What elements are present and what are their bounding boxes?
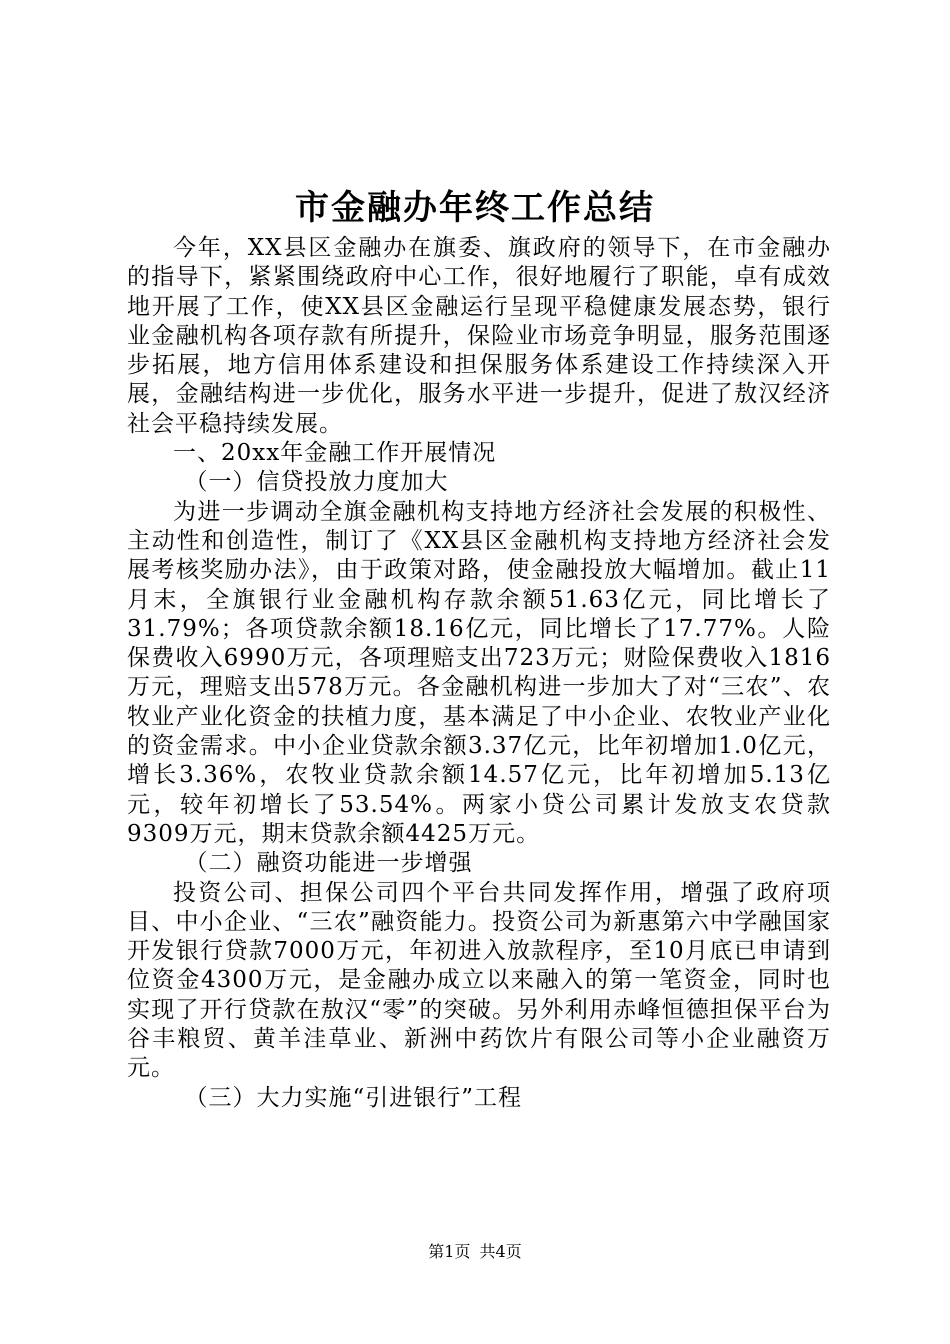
- subsection-heading: （一）信贷投放力度加大: [184, 469, 449, 496]
- page-number: 第1页: [428, 1242, 471, 1261]
- intro-paragraph: 今年，XX县区金融办在旗委、旗政府的领导下，在市金融办的指导下，紧紧围绕政府中心工作，很好地履行了职能，卓有成效地开展了工作，使XX县区金融运行呈现平稳健康发展态势，银行业金融机构各项存款有所提升，保险业市场竞争明显，服务范围逐步拓展，地方信用体系建设和担保服务体系建设工作持续深入开展，金融结构进一步优化，服务水平进一步提升，促进了敖汉经济社会平稳持续发展。: [127, 235, 831, 437]
- document-body: [127, 234, 831, 1113]
- page-footer: [0, 1242, 950, 1262]
- body-paragraph: 投资公司、担保公司四个平台共同发挥作用，增强了政府项目、中小企业、“三农”融资能力。投资公司为新惠第六中学融国家开发银行贷款7000万元，年初进入放款程序，至10月底已申请到位资金4300万元，是金融办成立以来融入的第一笔资金，同时也实现了开行贷款在敖汉“零”的突破。另外利用赤峰恒德担保平台为谷丰粮贸、黄羊洼草业、新洲中药饮片有限公司等小企业融资万元。: [127, 879, 831, 1082]
- body-paragraph: 为进一步调动全旗金融机构支持地方经济社会发展的积极性、主动性和创造性，制订了《XX县区金融机构支持地方经济社会发展考核奖励办法》，由于政策对路，使金融投放大幅增加。截止11月末，全旗银行业金融机构存款余额51.63亿元，同比增长了31.79%；各项贷款余额18.16亿元，同比增长了17.77%。人险保费收入6990万元，各项理赔支出723万元；财险保费收入1816万元，理赔支出578万元。各金融机构进一步加大了对“三农”、农牧业产业化资金的扶植力度，基本满足了中小企业、农牧业产业化的资金需求。中小企业贷款余额3.37亿元，比年初增加1.0亿元，增长3.36%，农牧业贷款余额14.57亿元，比年初增加5.13亿元，较年初增长了53.54%。两家小贷公司累计发放支农贷款9309万元，期末贷款余额4425万元。: [127, 498, 831, 847]
- document-title: 市金融办年终工作总结: [295, 188, 655, 228]
- page-total: 共4页: [479, 1242, 522, 1261]
- subsection-heading: （二）融资功能进一步增强: [184, 850, 473, 877]
- subsection-heading: （三）大力实施“引进银行”工程: [184, 1084, 523, 1111]
- section-heading: 一、20xx年金融工作开展情况: [173, 440, 497, 467]
